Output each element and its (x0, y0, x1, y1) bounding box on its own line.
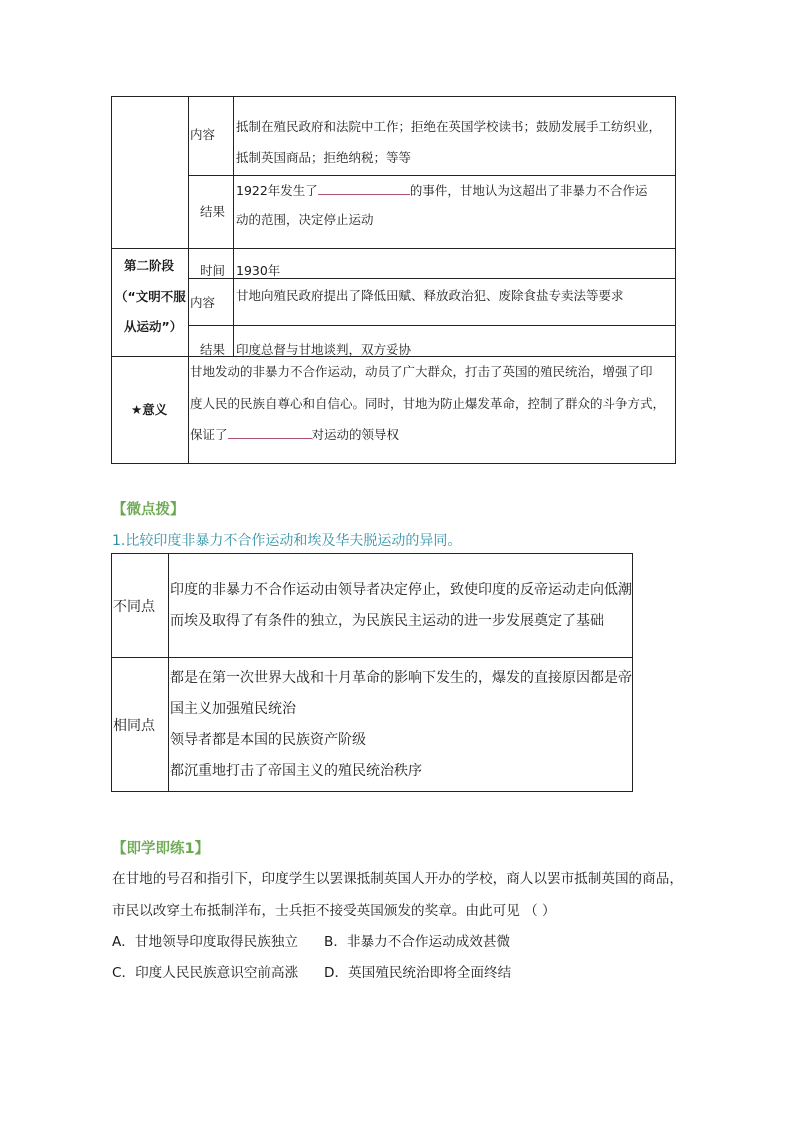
stage2-label: 从运动”） (124, 319, 183, 334)
fill-blank[interactable] (228, 426, 312, 439)
table-divider (188, 325, 676, 326)
result-label: 结果 (200, 342, 226, 357)
table-divider (188, 175, 676, 176)
stage2-label: （“文明不服 (115, 289, 186, 304)
result-text-before: 1922年发生了 (236, 183, 318, 198)
content-text: 抵制在殖民政府和法院中工作；拒绝在英国学校读书；鼓励发展手工纺织业， (236, 119, 662, 134)
significance-text: 甘地发动的非暴力不合作运动，动员了广大群众，打击了英国的殖民统治，增强了印 (190, 364, 653, 379)
option-d[interactable]: D．英国殖民统治即将全面终结 (324, 965, 512, 981)
section-question: 1.比较印度非暴力不合作运动和埃及华夫脱运动的异同。 (112, 533, 462, 549)
content-label: 内容 (190, 127, 216, 142)
table-divider (111, 248, 676, 249)
option-c[interactable]: C．印度人民民族意识空前高涨 (112, 965, 299, 981)
table-divider (188, 96, 189, 464)
question-stem: 在甘地的号召和指引下，印度学生以罢课抵制英国人开办的学校，商人以罢市抵制英国的商品， (112, 871, 683, 887)
content-text: 甘地向殖民政府提出了降低田赋、释放政治犯、废除食盐专卖法等要求 (236, 288, 624, 303)
question-stem: 市民以改穿土布抵制洋布，士兵拒不接受英国颁发的奖章。由此可见 （ ） (112, 903, 556, 919)
table-divider (168, 553, 169, 792)
option-b[interactable]: B．非暴力不合作运动成效甚微 (324, 934, 511, 950)
same-text: 国主义加强殖民统治 (170, 701, 296, 717)
result-text: 动的范围，决定停止运动 (236, 212, 374, 227)
time-label: 时间 (200, 263, 226, 278)
significance-label: ★意义 (131, 402, 168, 417)
practice-heading: 【即学即练1】 (112, 841, 210, 857)
fill-blank[interactable] (318, 182, 410, 195)
content-text: 抵制英国商品；拒绝纳税；等等 (236, 150, 412, 165)
result-text (236, 182, 647, 200)
option-a[interactable]: A．甘地领导印度取得民族独立 (112, 934, 299, 950)
significance-before: 保证了 (190, 427, 228, 442)
same-text: 都是在第一次世界大战和十月革命的影响下发生的，爆发的直接原因都是帝 (170, 670, 632, 686)
table-divider (233, 96, 234, 356)
same-label: 相同点 (113, 718, 155, 734)
result-text-after: 的事件，甘地认为这超出了非暴力不合作运 (409, 183, 648, 198)
diff-text: 而埃及取得了有条件的独立，为民族民主运动的进一步发展奠定了基础 (170, 613, 604, 629)
same-text: 领导者都是本国的民族资产阶级 (170, 732, 366, 748)
significance-text (190, 426, 399, 444)
section-heading: 【微点拨】 (112, 502, 185, 518)
table-divider (111, 657, 633, 658)
time-value: 1930年 (236, 263, 281, 278)
diff-text: 印度的非暴力不合作运动由领导者决定停止，致使印度的反帝运动走向低潮 (170, 582, 632, 598)
content-label: 内容 (190, 295, 216, 310)
significance-text: 度人民的民族自尊心和自信心。同时，甘地为防止爆发革命，控制了群众的斗争方式， (190, 396, 666, 411)
result-label: 结果 (200, 204, 226, 219)
result-text: 印度总督与甘地谈判，双方妥协 (236, 342, 412, 357)
diff-label: 不同点 (113, 599, 155, 615)
same-text: 都沉重地打击了帝国主义的殖民统治秩序 (170, 763, 422, 779)
stage2-label: 第二阶段 (124, 258, 175, 273)
significance-after: 对运动的领导权 (311, 427, 400, 442)
